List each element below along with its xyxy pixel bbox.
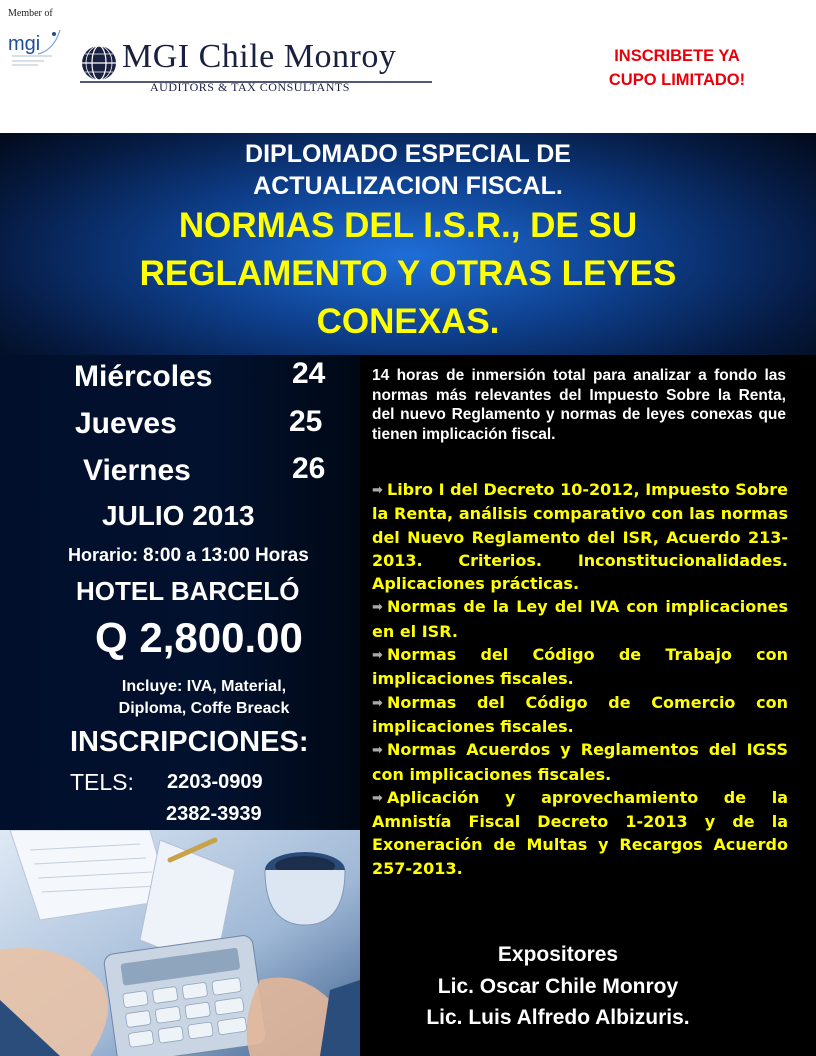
includes bbox=[80, 676, 328, 720]
month-year: JULIO 2013 bbox=[102, 500, 255, 531]
course-subtitle-line-2: REGLAMENTO Y OTRAS LEYES bbox=[139, 254, 677, 293]
speakers-title: Expositores bbox=[497, 943, 619, 966]
mgi-logo-text: mgi bbox=[8, 33, 41, 55]
member-of-label: Member of bbox=[8, 8, 53, 19]
arrow-icon: ➡ bbox=[372, 600, 383, 616]
horario-start: 8:00 bbox=[143, 545, 182, 566]
horario-suffix: Horas bbox=[249, 545, 309, 566]
phone-1: 2203-0909 bbox=[167, 771, 263, 793]
speakers bbox=[370, 938, 746, 1033]
topic-item bbox=[372, 786, 788, 880]
topics-list bbox=[372, 478, 788, 880]
day-name-thursday: Jueves bbox=[75, 407, 177, 440]
venue: HOTEL BARCELÓ bbox=[76, 576, 300, 606]
course-subtitle-line-3: CONEXAS. bbox=[316, 302, 500, 341]
horario-mid: a bbox=[181, 545, 202, 565]
topic-text: Normas de la Ley del IVA con implicaciones en el ISR. bbox=[372, 597, 788, 641]
course-title-line-2: ACTUALIZACION FISCAL. bbox=[253, 172, 563, 200]
topic-item bbox=[372, 691, 788, 739]
brand-subtitle: AUDITORS & TAX CONSULTANTS bbox=[150, 80, 350, 94]
course-intro: 14 horas de inmersión total para analizar a fondo las normas más relevantes del Impuesto Sobre la Renta, del nuevo Reglamento y normas de leyes conexas que tienen implicación fiscal. bbox=[372, 367, 786, 443]
horario-label: Horario: bbox=[68, 545, 144, 565]
arrow-icon: ➡ bbox=[372, 695, 383, 711]
arrow-icon: ➡ bbox=[372, 790, 383, 806]
speaker-name: Lic. Oscar Chile Monroy bbox=[437, 975, 679, 998]
topic-item bbox=[372, 595, 788, 643]
day-date-thursday: 25 bbox=[289, 405, 323, 438]
topic-text: Aplicación y aprovechamiento de la Amnistía Fiscal Decreto 1-2013 y de la Exoneración de Multas y Recargos Acuerdo 257-2013. bbox=[372, 787, 788, 878]
phone-2: 2382-3939 bbox=[166, 803, 262, 825]
includes-line-1: Incluye: IVA, Material, bbox=[121, 678, 287, 695]
day-name-friday: Viernes bbox=[83, 454, 191, 487]
topic-item bbox=[372, 643, 788, 691]
day-name-wednesday: Miércoles bbox=[74, 360, 213, 393]
day-date-wednesday: 24 bbox=[292, 357, 326, 390]
price: Q 2,800.00 bbox=[95, 614, 303, 661]
course-title-line-1: DIPLOMADO ESPECIAL DE bbox=[245, 140, 571, 168]
topic-text: Normas del Código de Trabajo con implicaciones fiscales. bbox=[372, 645, 788, 689]
topic-text: Normas Acuerdos y Reglamentos del IGSS con implicaciones fiscales. bbox=[372, 740, 788, 784]
topic-text: Normas del Código de Comercio con implicaciones fiscales. bbox=[372, 692, 788, 736]
includes-line-2: Diploma, Coffe Breack bbox=[118, 700, 290, 717]
arrow-icon: ➡ bbox=[372, 483, 383, 498]
course-subtitle bbox=[0, 202, 816, 346]
course-subtitle-line-1: NORMAS DEL I.S.R., DE SU bbox=[178, 206, 638, 245]
mgi-logo bbox=[4, 24, 70, 74]
calculator-illustration bbox=[0, 830, 360, 1056]
topic-text: Libro I del Decreto 10-2012, Impuesto Sobre la Renta, análisis comparativo con las normas del Nuevo Reglamento del ISR, Acuerdo 213-2013. Criterios. Inconstitucionalidades. Aplicaciones prácticas. bbox=[372, 480, 788, 594]
speaker-name: Lic. Luis Alfredo Albizuris. bbox=[426, 1006, 690, 1029]
course-title bbox=[0, 138, 816, 202]
speakers-names bbox=[370, 971, 746, 1033]
topic-item bbox=[372, 478, 788, 595]
horario-end: 13:00 bbox=[201, 545, 250, 566]
arrow-icon: ➡ bbox=[372, 648, 383, 664]
day-date-friday: 26 bbox=[292, 452, 326, 485]
cta-line-2: CUPO LIMITADO! bbox=[608, 71, 746, 89]
schedule-hours bbox=[68, 545, 309, 567]
topic-item bbox=[372, 738, 788, 786]
brand-name: MGI Chile Monroy bbox=[122, 38, 397, 75]
arrow-icon: ➡ bbox=[372, 743, 383, 759]
phones-label: TELS: bbox=[70, 769, 134, 795]
call-to-action bbox=[562, 44, 792, 92]
cta-line-1: INSCRIBETE YA bbox=[614, 47, 740, 65]
registration-heading: INSCRIPCIONES: bbox=[70, 726, 309, 758]
